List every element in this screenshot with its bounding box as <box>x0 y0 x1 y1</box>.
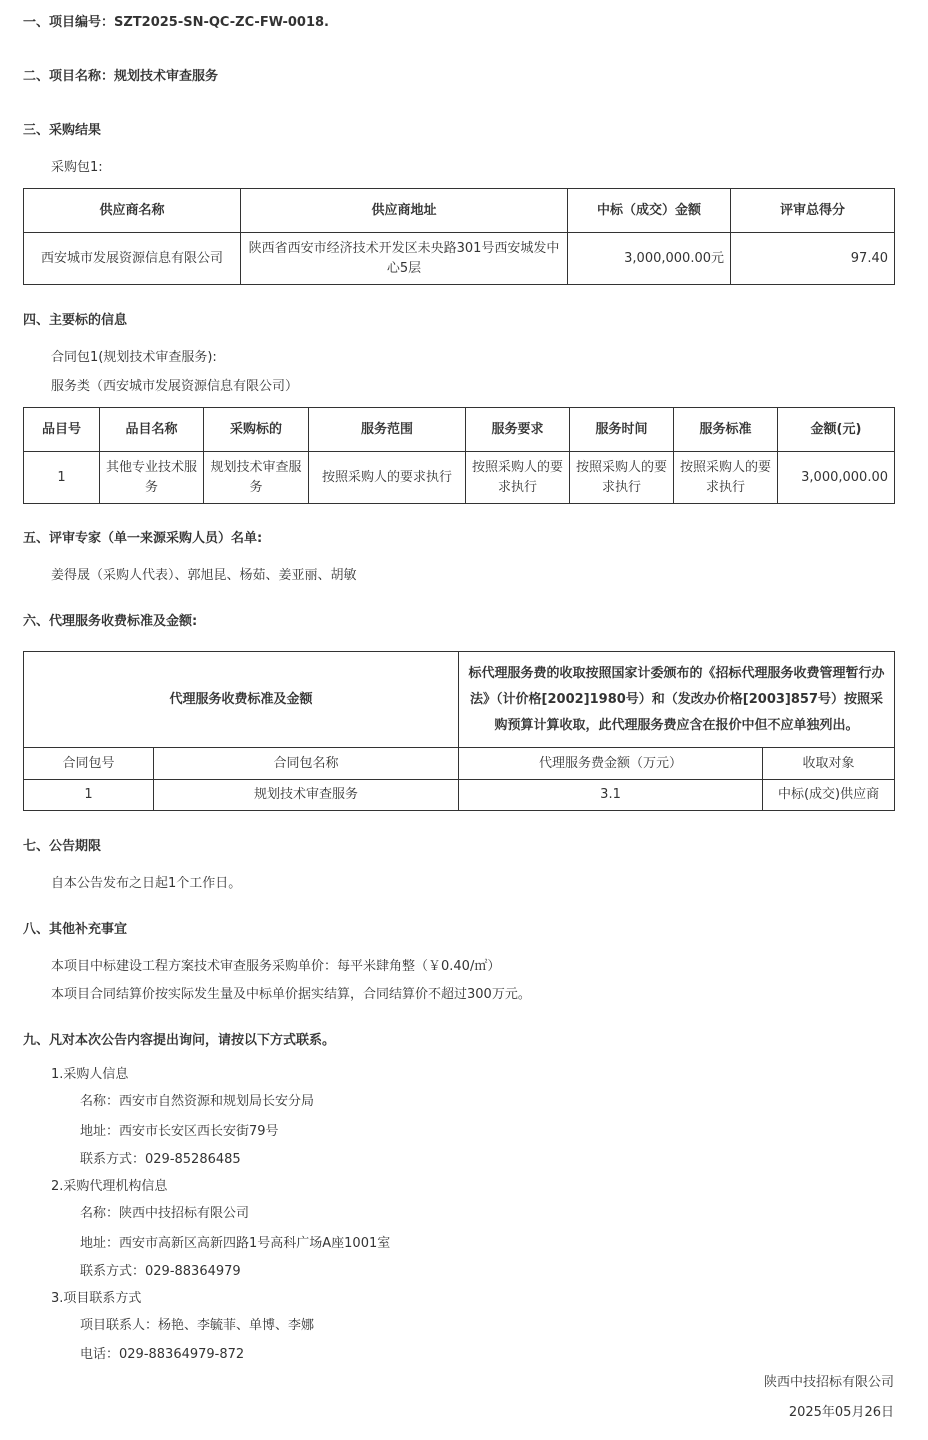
header-contract-package-name: 合同包名称 <box>154 748 459 780</box>
footer-date: 2025年05月26日 <box>788 1405 894 1420</box>
header-item-no: 品目号 <box>24 408 100 452</box>
notice-period-heading: 七、公告期限 <box>23 839 102 854</box>
header-service-requirement: 服务要求 <box>466 408 570 452</box>
project-contact-title: 3.项目联系方式 <box>51 1291 142 1306</box>
agency-contact: 联系方式：029-88364979 <box>80 1264 241 1279</box>
notice-period-text: 自本公告发布之日起1个工作日。 <box>51 876 242 891</box>
contact-heading: 九、凡对本次公告内容提出询问，请按以下方式联系。 <box>23 1033 336 1048</box>
header-total-score: 评审总得分 <box>731 189 895 233</box>
header-charge-target: 收取对象 <box>763 748 895 780</box>
expert-names: 姜得晟（采购人代表）、郭旭昆、杨茹、姜亚丽、胡敏 <box>51 568 357 583</box>
agency-address: 地址：西安市高新区高新四路1号高科广场A座1001室 <box>80 1236 391 1251</box>
purchaser-name: 名称：西安市自然资源和规划局长安分局 <box>80 1094 315 1109</box>
service-category-label: 服务类（西安城市发展资源信息有限公司） <box>51 379 299 394</box>
package-label: 采购包1: <box>51 160 103 175</box>
cell-item-no: 1 <box>24 452 100 504</box>
header-service-scope: 服务范围 <box>309 408 466 452</box>
header-agency-fee-amount: 代理服务费金额（万元） <box>459 748 763 780</box>
header-supplier-address: 供应商地址 <box>241 189 568 233</box>
cell-service-scope: 按照采购人的要求执行 <box>309 452 466 504</box>
supplementary-heading: 八、其他补充事宜 <box>23 922 128 937</box>
contract-package-label: 合同包1(规划技术审查服务): <box>51 350 217 365</box>
procurement-result-heading: 三、采购结果 <box>23 123 102 138</box>
header-service-time: 服务时间 <box>570 408 674 452</box>
header-supplier-name: 供应商名称 <box>24 189 241 233</box>
project-number-heading: 一、项目编号：SZT2025-SN-QC-ZC-FW-0018. <box>23 15 329 30</box>
cell-procurement-target: 规划技术审查服务 <box>204 452 309 504</box>
cell-item-name: 其他专业技术服务 <box>100 452 204 504</box>
project-name-heading: 二、项目名称：规划技术审查服务 <box>23 69 219 84</box>
header-service-standard: 服务标准 <box>674 408 778 452</box>
main-subject-heading: 四、主要标的信息 <box>23 313 128 328</box>
purchaser-address: 地址：西安市长安区西长安街79号 <box>80 1124 279 1139</box>
header-bid-amount: 中标（成交）金额 <box>568 189 731 233</box>
header-contract-package-no: 合同包号 <box>24 748 154 780</box>
header-item-name: 品目名称 <box>100 408 204 452</box>
unit-price-text: 本项目中标建设工程方案技术审查服务采购单价：每平米肆角整（￥0.40/㎡） <box>51 959 501 974</box>
cell-supplier-address: 陕西省西安市经济技术开发区未央路301号西安城发中心5层 <box>241 233 568 285</box>
cell-charge-target: 中标(成交)供应商 <box>763 780 895 811</box>
project-contact-people: 项目联系人：杨艳、李毓菲、单博、李娜 <box>80 1318 315 1333</box>
footer-company: 陕西中技招标有限公司 <box>763 1375 894 1390</box>
project-contact-phone: 电话：029-88364979-872 <box>80 1347 245 1362</box>
cell-service-requirement: 按照采购人的要求执行 <box>466 452 570 504</box>
agency-fee-description: 标代理服务费的收取按照国家计委颁布的《招标代理服务收费管理暂行办法》（计价格[2002]1980号）和（发改办价格[2003]857号）按照采购预算计算收取，此代理服务费应含在报价中但不应单独列出。 <box>459 652 895 748</box>
cell-total-score: 97.40 <box>731 233 895 285</box>
agency-fee-table <box>23 651 895 811</box>
subject-table <box>23 407 895 504</box>
agency-info-title: 2.采购代理机构信息 <box>51 1179 168 1194</box>
settlement-text: 本项目合同结算价按实际发生量及中标单价据实结算，合同结算价不超过300万元。 <box>51 987 531 1002</box>
cell-bid-amount: 3,000,000.00元 <box>568 233 731 285</box>
expert-list-heading: 五、评审专家（单一来源采购人员）名单: <box>23 531 263 546</box>
purchaser-info-title: 1.采购人信息 <box>51 1067 129 1082</box>
agency-fee-label: 代理服务收费标准及金额 <box>24 652 459 748</box>
supplier-table <box>23 188 895 285</box>
cell-amount: 3,000,000.00 <box>778 452 895 504</box>
cell-supplier-name: 西安城市发展资源信息有限公司 <box>24 233 241 285</box>
cell-contract-package-no: 1 <box>24 780 154 811</box>
cell-contract-package-name: 规划技术审查服务 <box>154 780 459 811</box>
header-amount: 金额(元) <box>778 408 895 452</box>
purchaser-contact: 联系方式：029-85286485 <box>80 1152 241 1167</box>
cell-agency-fee-amount: 3.1 <box>459 780 763 811</box>
cell-service-time: 按照采购人的要求执行 <box>570 452 674 504</box>
cell-service-standard: 按照采购人的要求执行 <box>674 452 778 504</box>
agency-name: 名称：陕西中技招标有限公司 <box>80 1206 250 1221</box>
agency-fee-heading: 六、代理服务收费标准及金额: <box>23 614 198 629</box>
header-procurement-target: 采购标的 <box>204 408 309 452</box>
